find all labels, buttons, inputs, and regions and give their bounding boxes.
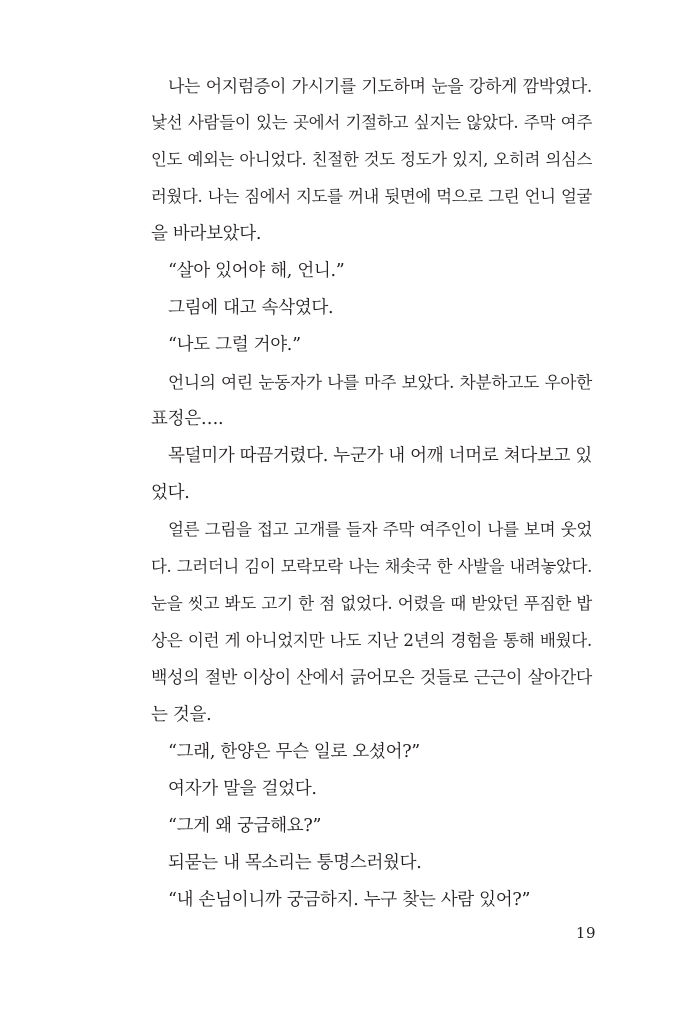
text-line: 인도 예외는 아니었다. 친절한 것도 정도가 있지, 오히려 의심스 [151, 150, 592, 169]
text-line: 상은 이런 게 아니었지만 나도 지난 2년의 경험을 통해 배웠다. [151, 631, 592, 650]
text-line: “그래, 한양은 무슨 일로 오셨어?” [168, 742, 420, 762]
text-line: 낯선 사람들이 있는 곳에서 기절하고 싶지는 않았다. 주막 여주 [151, 113, 592, 132]
text-line: “살아 있어야 해, 언니.” [168, 261, 345, 281]
text-line: 러웠다. 나는 짐에서 지도를 꺼내 뒷면에 먹으로 그린 언니 얼굴 [151, 187, 592, 206]
text-line: 을 바라보았다. [151, 224, 262, 244]
text-line: 표정은…. [151, 409, 224, 429]
page-number: 19 [575, 924, 596, 942]
text-line: 었다. [151, 483, 190, 503]
text-line: 눈을 씻고 봐도 고기 한 점 없었다. 어렸을 때 받았던 푸짐한 밥 [151, 594, 592, 613]
text-line: 다. 그러더니 김이 모락모락 나는 채솟국 한 사발을 내려놓았다. [151, 557, 592, 576]
text-line: 얼른 그림을 접고 고개를 들자 주막 여주인이 나를 보며 웃었 [168, 520, 592, 539]
text-line: 되묻는 내 목소리는 퉁명스러웠다. [168, 853, 422, 873]
text-line: 는 것을. [151, 705, 212, 725]
text-line: 백성의 절반 이상이 산에서 긁어모은 것들로 근근이 살아간다 [151, 668, 592, 688]
text-line: “내 손님이니까 궁금하지. 누구 찾는 사람 있어?” [168, 890, 531, 910]
text-line: 여자가 말을 걸었다. [168, 779, 317, 799]
text-line: 언니의 여린 눈동자가 나를 마주 보았다. 차분하고도 우아한 [168, 372, 592, 392]
text-line: 그림에 대고 속삭였다. [168, 298, 334, 318]
text-line: 목덜미가 따끔거렸다. 누군가 내 어깨 너머로 쳐다보고 있 [168, 446, 593, 466]
text-line: “나도 그럴 거야.” [168, 335, 301, 355]
text-line: “그게 왜 궁금해요?” [168, 816, 322, 836]
text-line: 나는 어지럼증이 가시기를 기도하며 눈을 강하게 깜박였다. [168, 76, 592, 96]
